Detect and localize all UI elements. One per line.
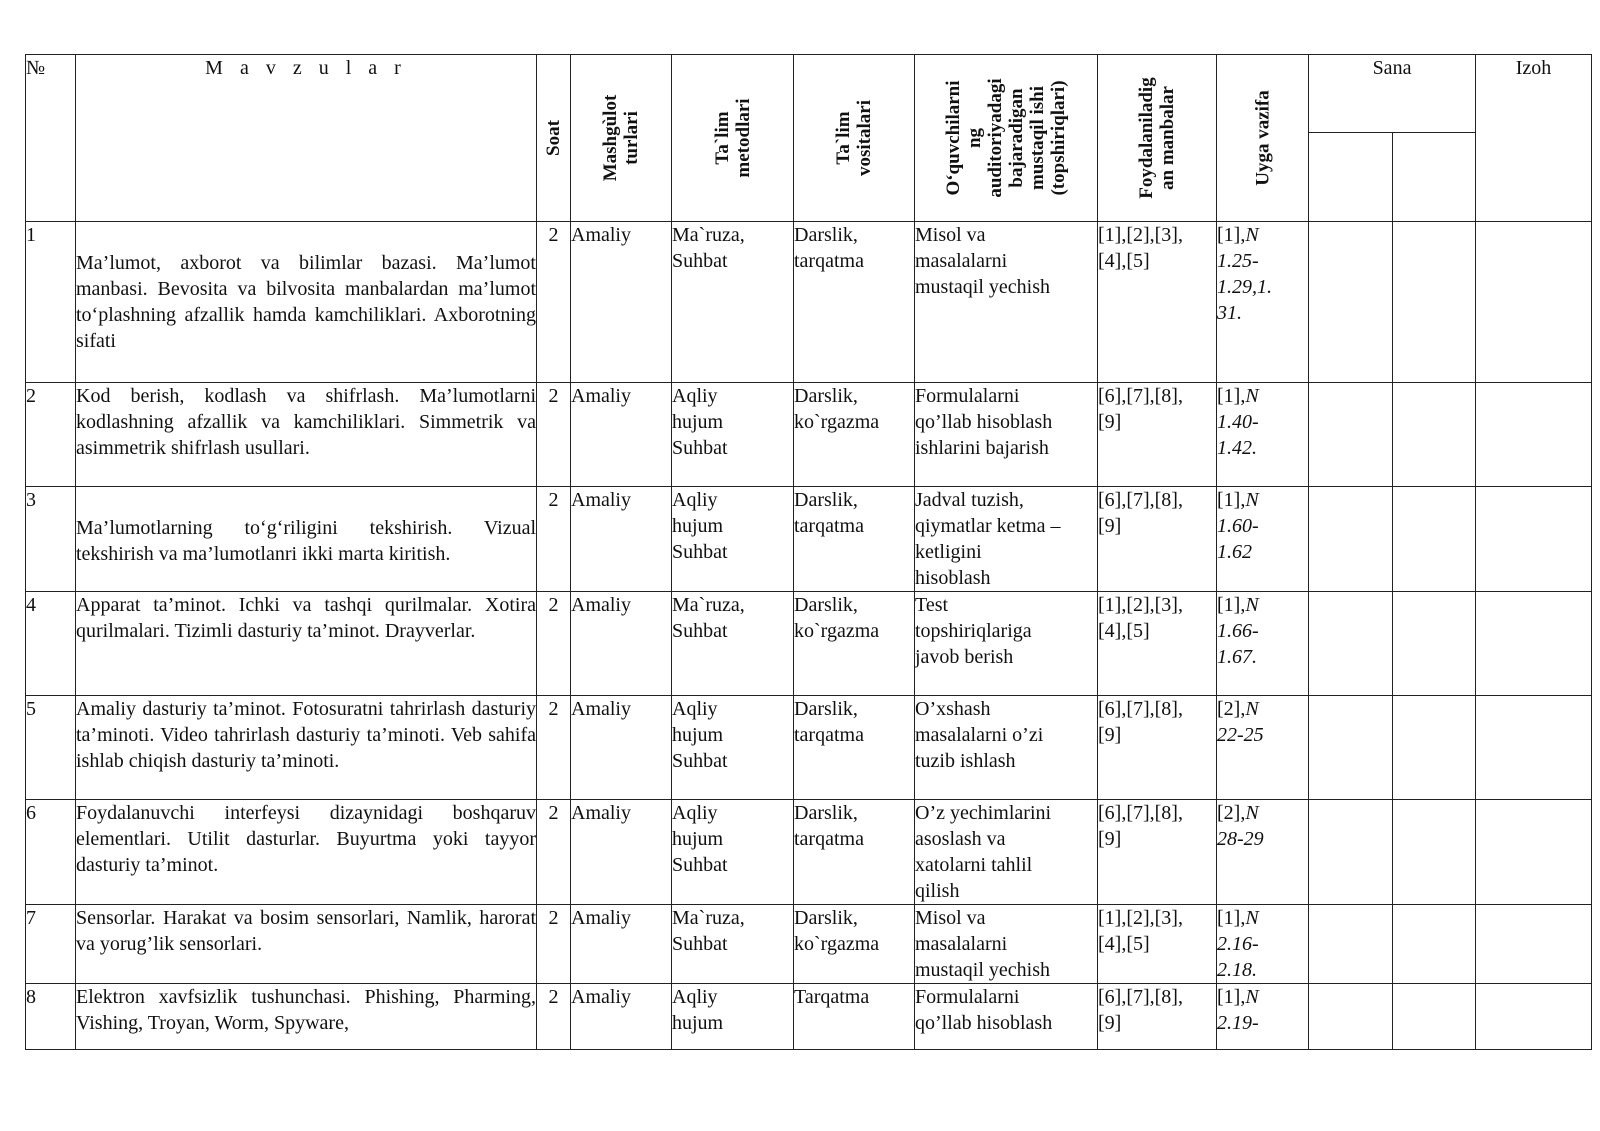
header-teaching-methods-text: Ta`lim metodlari: [711, 98, 754, 178]
row-date-2: [1393, 592, 1476, 696]
row-date-1: [1309, 222, 1393, 383]
row-sources: [1],[2],[3], [4],[5]: [1098, 592, 1217, 696]
header-independent-work: [915, 55, 1098, 222]
row-homework-pages: N 2.19-: [1217, 986, 1259, 1034]
row-homework-ref: [1],: [1217, 907, 1246, 929]
row-topic: Ma’lumotlarning to‘g‘riligini tekshirish. Vizual tekshirish va ma’lumotlanri ikki marta kiritish.: [76, 487, 537, 592]
row-hours: 2: [537, 383, 571, 487]
row-homework: [1217, 696, 1309, 800]
row-method: Ma`ruza, Suhbat: [672, 905, 794, 984]
table-row: [26, 984, 1592, 1050]
header-teaching-tools: [794, 55, 915, 222]
row-tool: Tarqatma: [794, 984, 915, 1050]
row-hours: 2: [537, 984, 571, 1050]
row-tool: Darslik, ko`rgazma: [794, 592, 915, 696]
row-date-1: [1309, 696, 1393, 800]
row-method: Ma`ruza, Suhbat: [672, 592, 794, 696]
row-sources: [6],[7],[8], [9]: [1098, 984, 1217, 1050]
row-topic: Foydalanuvchi interfeysi dizaynidagi boshqaruv elementlari. Utilit dasturlar. Buyurtma yoki tayyor dasturiy ta’minot.: [76, 800, 537, 905]
table-row: [26, 592, 1592, 696]
table-row: [26, 696, 1592, 800]
row-type: Amaliy: [571, 222, 672, 383]
row-topic: Kod berish, kodlash va shifrlash. Ma’lumotlarni kodlashning afzallik va kamchiliklari. Simmetrik va asimmetrik shifrlash usullari.: [76, 383, 537, 487]
header-hours: [537, 55, 571, 222]
row-type: Amaliy: [571, 487, 672, 592]
lesson-plan-table: [25, 54, 1592, 1050]
table-header: [26, 55, 1592, 222]
table-body: [26, 222, 1592, 1050]
row-homework: [1217, 800, 1309, 905]
row-number: 1: [26, 222, 76, 383]
row-tool: Darslik, tarqatma: [794, 487, 915, 592]
header-homework-text: Uyga vazifa: [1252, 90, 1273, 186]
row-method: Ma`ruza, Suhbat: [672, 222, 794, 383]
row-topic: Amaliy dasturiy ta’minot. Fotosuratni tahrirlash dasturiy ta’minoti. Video tahrirlash dasturiy ta’minoti. Veb sahifa ishlab chiqish dasturiy ta’minoti.: [76, 696, 537, 800]
row-note: [1476, 487, 1592, 592]
row-task: Test topshiriqlariga javob berish: [915, 592, 1098, 696]
table-row: [26, 800, 1592, 905]
row-homework-pages: N 1.60- 1.62: [1217, 489, 1259, 563]
header-date: Sana: [1309, 55, 1476, 133]
row-method: Aqliy hujum: [672, 984, 794, 1050]
row-date-2: [1393, 383, 1476, 487]
row-homework-ref: [1],: [1217, 224, 1246, 246]
row-tool: Darslik, tarqatma: [794, 800, 915, 905]
row-tool: Darslik, tarqatma: [794, 696, 915, 800]
row-note: [1476, 383, 1592, 487]
row-homework-ref: [1],: [1217, 986, 1246, 1008]
row-homework-ref: [1],: [1217, 594, 1246, 616]
row-homework: [1217, 222, 1309, 383]
row-tool: Darslik, ko`rgazma: [794, 905, 915, 984]
row-homework-ref: [2],: [1217, 802, 1246, 824]
row-hours: 2: [537, 905, 571, 984]
row-homework-pages: N 28-29: [1217, 802, 1264, 850]
row-number: 2: [26, 383, 76, 487]
row-task: O’z yechimlarini asoslash va xatolarni tahlil qilish: [915, 800, 1098, 905]
header-note: Izoh: [1476, 55, 1592, 222]
row-sources: [1],[2],[3], [4],[5]: [1098, 222, 1217, 383]
row-method: Aqliy hujum Suhbat: [672, 696, 794, 800]
header-lesson-types-text: Mashgùlot turlari: [600, 94, 642, 182]
row-note: [1476, 696, 1592, 800]
row-number: 5: [26, 696, 76, 800]
row-type: Amaliy: [571, 383, 672, 487]
row-homework: [1217, 383, 1309, 487]
row-number: 8: [26, 984, 76, 1050]
row-sources: [6],[7],[8], [9]: [1098, 383, 1217, 487]
row-homework-pages: N 1.40- 1.42.: [1217, 385, 1259, 459]
row-task: Jadval tuzish, qiymatlar ketma – ketligini hisoblash: [915, 487, 1098, 592]
row-hours: 2: [537, 487, 571, 592]
row-homework-pages: N 1.66- 1.67.: [1217, 594, 1259, 668]
row-topic: Elektron xavfsizlik tushunchasi. Phishing, Pharming, Vishing, Troyan, Worm, Spyware,: [76, 984, 537, 1050]
row-homework: [1217, 487, 1309, 592]
row-method: Aqliy hujum Suhbat: [672, 800, 794, 905]
row-date-2: [1393, 800, 1476, 905]
row-homework-pages: N 22-25: [1217, 698, 1264, 746]
row-topic: Sensorlar. Harakat va bosim sensorlari, Namlik, harorat va yorug’lik sensorlari.: [76, 905, 537, 984]
header-date-sub-1: [1309, 133, 1393, 222]
row-date-2: [1393, 984, 1476, 1050]
row-note: [1476, 800, 1592, 905]
row-type: Amaliy: [571, 696, 672, 800]
row-date-1: [1309, 800, 1393, 905]
row-date-1: [1309, 487, 1393, 592]
row-task: Formulalarni qo’llab hisoblash ishlarini bajarish: [915, 383, 1098, 487]
row-date-1: [1309, 984, 1393, 1050]
header-sources-text: Foydalaniladig an manbalar: [1136, 77, 1178, 199]
header-teaching-tools-text: Ta`lim vositalari: [833, 100, 875, 176]
header-independent-work-text: O‘quvchilarni ng auditoriyadagi bajaradigan mustaqil ishi (topshiriqlari): [943, 78, 1069, 198]
row-tool: Darslik, ko`rgazma: [794, 383, 915, 487]
row-homework-pages: N 1.25- 1.29,1. 31.: [1217, 224, 1272, 324]
row-sources: [6],[7],[8], [9]: [1098, 800, 1217, 905]
header-date-sub-2: [1393, 133, 1476, 222]
header-homework: [1217, 55, 1309, 222]
row-date-2: [1393, 696, 1476, 800]
table-row: [26, 905, 1592, 984]
row-note: [1476, 984, 1592, 1050]
row-number: 4: [26, 592, 76, 696]
header-number: №: [26, 55, 76, 222]
header-lesson-types: [571, 55, 672, 222]
row-date-1: [1309, 592, 1393, 696]
row-date-1: [1309, 905, 1393, 984]
row-date-1: [1309, 383, 1393, 487]
row-homework-ref: [2],: [1217, 698, 1246, 720]
row-hours: 2: [537, 222, 571, 383]
row-method: Aqliy hujum Suhbat: [672, 383, 794, 487]
row-topic: Ma’lumot, axborot va bilimlar bazasi. Ma’lumot manbasi. Bevosita va bilvosita manbalardan ma’lumot to‘plashning afzallik hamda kamchiliklari. Axborotning sifati: [76, 222, 537, 383]
row-sources: [1],[2],[3], [4],[5]: [1098, 905, 1217, 984]
row-number: 6: [26, 800, 76, 905]
row-hours: 2: [537, 800, 571, 905]
row-sources: [6],[7],[8], [9]: [1098, 487, 1217, 592]
row-note: [1476, 222, 1592, 383]
row-task: Misol va masalalarni mustaqil yechish: [915, 222, 1098, 383]
table-row: [26, 487, 1592, 592]
row-task: Formulalarni qo’llab hisoblash: [915, 984, 1098, 1050]
header-sources: [1098, 55, 1217, 222]
row-note: [1476, 905, 1592, 984]
row-homework-ref: [1],: [1217, 385, 1246, 407]
row-homework: [1217, 592, 1309, 696]
row-homework: [1217, 905, 1309, 984]
row-number: 7: [26, 905, 76, 984]
row-hours: 2: [537, 696, 571, 800]
row-homework-pages: N 2.16- 2.18.: [1217, 907, 1259, 981]
row-homework-ref: [1],: [1217, 489, 1246, 511]
row-task: O’xshash masalalarni o’zi tuzib ishlash: [915, 696, 1098, 800]
row-topic: Apparat ta’minot. Ichki va tashqi qurilmalar. Xotira qurilmalari. Tizimli dasturiy ta’minot. Drayverlar.: [76, 592, 537, 696]
table-row: [26, 222, 1592, 383]
row-task: Misol va masalalarni mustaqil yechish: [915, 905, 1098, 984]
row-date-2: [1393, 487, 1476, 592]
header-topics: M a v z u l a r: [76, 55, 537, 222]
row-type: Amaliy: [571, 592, 672, 696]
row-date-2: [1393, 222, 1476, 383]
header-teaching-methods: [672, 55, 794, 222]
row-date-2: [1393, 905, 1476, 984]
row-tool: Darslik, tarqatma: [794, 222, 915, 383]
row-note: [1476, 592, 1592, 696]
row-type: Amaliy: [571, 905, 672, 984]
row-method: Aqliy hujum Suhbat: [672, 487, 794, 592]
row-type: Amaliy: [571, 984, 672, 1050]
table-row: [26, 383, 1592, 487]
row-homework: [1217, 984, 1309, 1050]
row-sources: [6],[7],[8], [9]: [1098, 696, 1217, 800]
row-hours: 2: [537, 592, 571, 696]
header-hours-text: Soat: [542, 120, 564, 156]
row-type: Amaliy: [571, 800, 672, 905]
row-number: 3: [26, 487, 76, 592]
